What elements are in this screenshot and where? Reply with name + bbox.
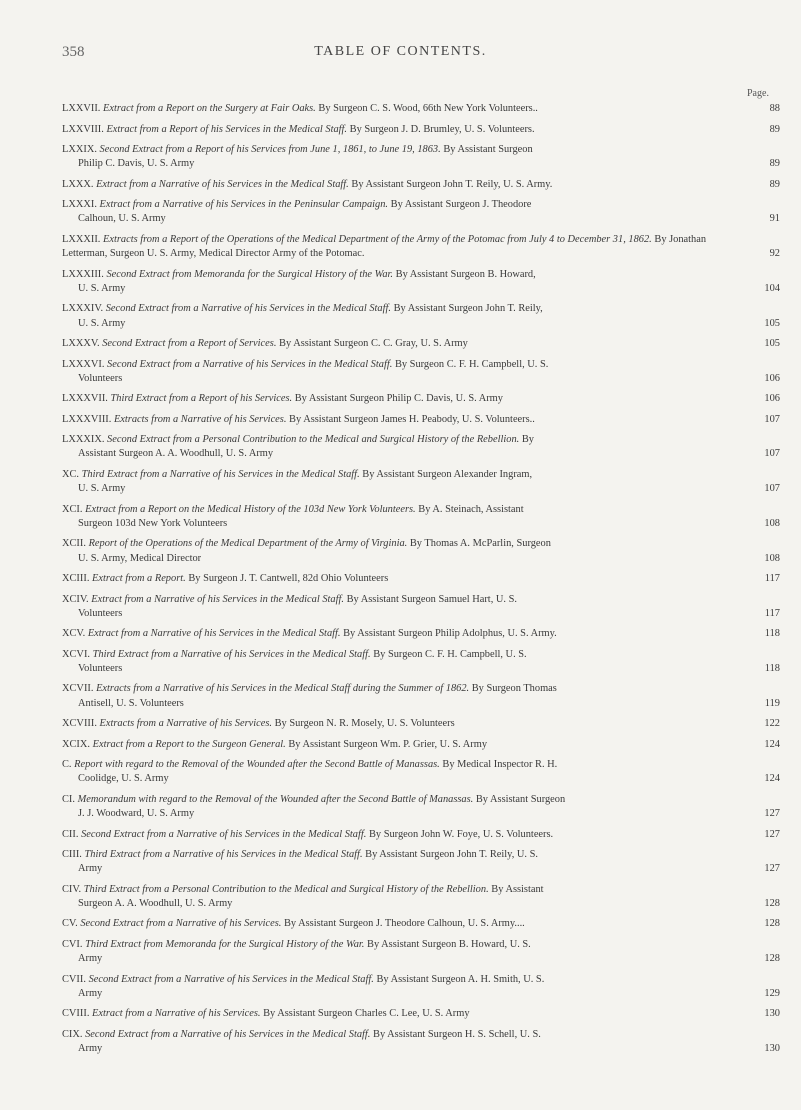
entry-continuation: Volunteers xyxy=(78,662,123,674)
entry-author: By Assistant Surgeon John T. Reily, xyxy=(393,303,543,315)
entry-title: Extracts from a Report of the Operations of the Medical Department of the Army of the Potomac from July 4 to December 31, 1862. xyxy=(103,233,652,245)
entry-title: Third Extract from a Personal Contribution to the Medical and Surgical History of the Rebellion. xyxy=(83,883,489,895)
entry-page: 107 xyxy=(764,413,780,425)
entry-number: XCIV. xyxy=(62,593,89,605)
entry-title: Second Extract from a Narrative of his Services in the Medical Staff. xyxy=(85,1028,371,1040)
entry-title: Second Extract from a Narrative of his Services in the Medical Staff. xyxy=(105,303,392,315)
entry-author: By Assistant Surgeon J. Theodore Calhoun, U. S. Army.... xyxy=(283,918,525,930)
entry-page: 106 xyxy=(764,372,780,384)
entry-title: Memorandum with regard to the Removal of the Wounded after the Second Battle of Manassas. xyxy=(77,793,474,805)
toc-entry xyxy=(62,793,782,821)
entry-continuation: Assistant Surgeon A. A. Woodhull, U. S. Army xyxy=(78,448,274,460)
entry-author: By Medical Inspector R. H. xyxy=(442,759,558,771)
entry-number: XCIII. xyxy=(62,573,90,585)
entry-number: LXXXVIII. xyxy=(62,413,112,425)
entry-title: Extract from a Report on the Medical History of the 103d New York Volunteers. xyxy=(85,503,416,515)
toc-entry xyxy=(62,848,782,876)
entry-author: By Assistant Surgeon John T. Reily, U. S. xyxy=(365,849,538,861)
entry-author: By Assistant Surgeon J. Theodore xyxy=(390,199,532,211)
entry-number: XCVIII. xyxy=(62,718,97,730)
toc-entry xyxy=(62,268,782,296)
toc-entry xyxy=(62,648,782,676)
entry-author: By xyxy=(521,434,534,446)
toc-entry xyxy=(62,883,782,911)
toc-entry xyxy=(62,468,782,496)
entry-number: LXXXV. xyxy=(62,338,100,350)
entry-title: Report with regard to the Removal of the Wounded after the Second Battle of Manassas. xyxy=(74,759,440,771)
entry-author: By Assistant xyxy=(491,883,544,895)
entry-page: 117 xyxy=(764,573,780,585)
running-head: TABLE OF CONTENTS. xyxy=(314,44,487,59)
toc-entry xyxy=(62,123,782,137)
entry-author: By Assistant Surgeon Philip C. Davis, U. S. Army xyxy=(294,393,503,405)
entry-number: XCV. xyxy=(62,628,86,640)
entry-author: By Surgeon J. T. Cantwell, 82d Ohio Volunteers xyxy=(188,573,389,585)
entry-number: CII. xyxy=(62,828,79,840)
entry-number: XCIX. xyxy=(62,738,90,750)
entry-continuation: Army xyxy=(78,953,103,965)
entry-continuation: U. S. Army, Medical Director xyxy=(78,552,202,564)
entry-page: 118 xyxy=(764,628,780,640)
entry-page: 107 xyxy=(764,448,780,460)
entry-number: C. xyxy=(62,759,72,771)
toc-entry xyxy=(62,392,782,406)
toc-entry xyxy=(62,738,782,752)
entry-author: By Assistant Surgeon John T. Reily, U. S. Army. xyxy=(351,178,553,190)
entry-continuation: Surgeon A. A. Woodhull, U. S. Army xyxy=(78,897,233,909)
entry-number: LXXIX. xyxy=(62,144,97,155)
toc-entry xyxy=(62,717,782,731)
entry-page: 104 xyxy=(764,282,780,294)
entry-number: LXXXII. xyxy=(62,233,101,245)
entry-number: XCII. xyxy=(62,538,86,550)
entry-title: Report of the Operations of the Medical Department of the Army of Virginia. xyxy=(88,538,408,550)
entry-author: By Assistant Surgeon Samuel Hart, U. S. xyxy=(346,593,517,605)
entry-number: XC. xyxy=(62,468,80,480)
entry-title: Extract from a Report. xyxy=(92,573,186,585)
entry-title: Second Extract from a Report of Services. xyxy=(102,338,277,350)
entry-author: By Assistant Surgeon Charles C. Lee, U. S. Army xyxy=(263,1008,470,1020)
entry-continuation: Volunteers xyxy=(78,607,123,619)
toc-entry xyxy=(62,102,782,116)
entry-title: Third Extract from a Narrative of his Services in the Medical Staff. xyxy=(81,468,360,480)
entry-title: Extracts from a Narrative of his Services. xyxy=(99,718,273,730)
entry-number: LXXXIX. xyxy=(62,434,105,446)
entry-page: 117 xyxy=(764,607,780,619)
entry-number: XCVII. xyxy=(62,683,94,695)
entry-number: CIV. xyxy=(62,883,82,895)
toc-entry xyxy=(62,433,782,461)
table-of-contents xyxy=(62,102,782,1063)
entry-number: LXXX. xyxy=(62,178,94,190)
entry-continuation: Coolidge, U. S. Army xyxy=(78,773,169,785)
entry-page: 130 xyxy=(764,1043,780,1055)
entry-continuation: U. S. Army xyxy=(78,483,126,495)
entry-title: Third Extract from a Report of his Services. xyxy=(110,393,293,405)
entry-page: 92 xyxy=(769,248,780,260)
entry-page: 129 xyxy=(764,987,780,999)
entry-page: 106 xyxy=(764,393,780,405)
entry-title: Second Extract from a Report of his Services from June 1, 1861, to June 19, 1863. xyxy=(99,144,441,155)
toc-entry xyxy=(62,178,782,192)
entry-author: By Assistant Surgeon Philip Adolphus, U. S. Army. xyxy=(343,628,557,640)
entry-author: By Assistant Surgeon Alexander Ingram, xyxy=(362,468,533,480)
toc-entry xyxy=(62,572,782,586)
entry-number: CVII. xyxy=(62,973,86,985)
toc-entry xyxy=(62,503,782,531)
entry-title: Second Extract from a Personal Contribution to the Medical and Surgical History of the Rebellion. xyxy=(107,434,520,446)
toc-entry xyxy=(62,358,782,386)
toc-entry xyxy=(62,682,782,710)
entry-page: 124 xyxy=(764,738,780,750)
entry-page: 105 xyxy=(764,338,780,350)
entry-author: By Surgeon J. D. Brumley, U. S. Volunteers. xyxy=(349,123,535,135)
entry-number: LXXXVI. xyxy=(62,358,105,370)
entry-author: By Assistant Surgeon xyxy=(475,793,566,805)
entry-continuation: Army xyxy=(78,987,103,999)
toc-entry xyxy=(62,537,782,565)
entry-title: Third Extract from Memoranda for the Surgical History of the War. xyxy=(85,938,365,950)
entry-continuation: Army xyxy=(78,1043,103,1055)
entry-author: By Surgeon N. R. Mosely, U. S. Volunteers xyxy=(274,718,455,730)
entry-title: Extract from a Narrative of his Services in the Medical Staff. xyxy=(96,178,349,190)
entry-title: Extracts from a Narrative of his Services in the Medical Staff during the Summer of 1862. xyxy=(96,683,470,695)
entry-number: LXXVIII. xyxy=(62,123,104,135)
entry-continuation: Volunteers xyxy=(78,372,123,384)
entry-page: 128 xyxy=(764,918,780,930)
entry-title: Extract from a Narrative of his Services. xyxy=(92,1008,261,1020)
toc-entry xyxy=(62,917,782,931)
entry-author: By Assistant Surgeon H. S. Schell, U. S. xyxy=(373,1028,541,1040)
entry-title: Extract from a Narrative of his Services in the Medical Staff. xyxy=(91,593,344,605)
entry-number: CVI. xyxy=(62,938,83,950)
entry-number: LXXXIII. xyxy=(62,268,104,280)
entry-title: Extract from a Report on the Surgery at Fair Oaks. xyxy=(103,103,316,114)
entry-continuation: U. S. Army xyxy=(78,317,126,329)
entry-author: By Surgeon C. F. H. Campbell, U. S. xyxy=(394,358,549,370)
entry-author: By Thomas A. McParlin, Surgeon xyxy=(409,538,551,550)
entry-author: By Assistant Surgeon B. Howard, xyxy=(395,268,536,280)
entry-author: By Assistant Surgeon B. Howard, U. S. xyxy=(367,938,531,950)
entry-title: Extract from a Narrative of his Services in the Medical Staff. xyxy=(87,628,341,640)
entry-title: Third Extract from a Narrative of his Services in the Medical Staff. xyxy=(92,648,371,660)
entry-page: 122 xyxy=(764,718,780,730)
entry-author: By Assistant Surgeon Wm. P. Grier, U. S. Army xyxy=(288,738,488,750)
page-column-label: Page. xyxy=(747,88,769,99)
entry-author: By Surgeon C. S. Wood, 66th New York Volunteers.. xyxy=(318,103,538,114)
entry-page: 128 xyxy=(764,953,780,965)
toc-entry xyxy=(62,233,782,261)
entry-number: CI. xyxy=(62,793,75,805)
entry-number: CIX. xyxy=(62,1028,83,1040)
entry-continuation: Calhoun, U. S. Army xyxy=(78,213,166,225)
entry-page: 107 xyxy=(764,483,780,495)
toc-entry xyxy=(62,758,782,786)
entry-author: By Assistant Surgeon A. H. Smith, U. S. xyxy=(376,973,545,985)
entry-title: Second Extract from Memoranda for the Surgical History of the War. xyxy=(106,268,394,280)
entry-page: 89 xyxy=(769,178,780,190)
entry-page: 88 xyxy=(769,103,780,114)
entry-number: CIII. xyxy=(62,849,82,861)
toc-entry xyxy=(62,143,782,171)
toc-entry xyxy=(62,337,782,351)
entry-page: 89 xyxy=(769,158,780,170)
entry-number: LXXXIV. xyxy=(62,303,104,315)
toc-entry xyxy=(62,938,782,966)
entry-number: LXXVII. xyxy=(62,103,101,114)
entry-page: 119 xyxy=(764,697,780,709)
entry-author: By Jonathan Letterman, Surgeon U. S. Army, Medical Director Army of the Potomac. xyxy=(62,233,707,260)
entry-page: 108 xyxy=(764,517,780,529)
entry-page: 127 xyxy=(764,828,780,840)
toc-entry xyxy=(62,593,782,621)
entry-title: Second Extract from a Narrative of his Services in the Medical Staff. xyxy=(81,828,367,840)
entry-page: 124 xyxy=(764,773,780,785)
entry-number: LXXXVII. xyxy=(62,393,108,405)
entry-number: LXXXI. xyxy=(62,199,97,211)
entry-title: Extract from a Report of his Services in the Medical Staff. xyxy=(106,123,348,135)
entry-number: XCI. xyxy=(62,503,83,515)
entry-title: Second Extract from a Narrative of his Services. xyxy=(80,918,282,930)
entry-page: 91 xyxy=(769,213,780,225)
entry-title: Extracts from a Narrative of his Services. xyxy=(113,413,287,425)
entry-page: 108 xyxy=(764,552,780,564)
entry-title: Second Extract from a Narrative of his Services in the Medical Staff. xyxy=(107,358,393,370)
entry-number: XCVI. xyxy=(62,648,90,660)
entry-author: By Surgeon Thomas xyxy=(471,683,557,695)
entry-continuation: U. S. Army xyxy=(78,282,126,294)
entry-continuation: J. J. Woodward, U. S. Army xyxy=(78,808,195,820)
entry-page: 130 xyxy=(764,1008,780,1020)
page-number: 358 xyxy=(62,44,85,60)
entry-continuation: Army xyxy=(78,863,103,875)
entry-author: By Surgeon C. F. H. Campbell, U. S. xyxy=(373,648,527,660)
entry-continuation: Surgeon 103d New York Volunteers xyxy=(78,517,228,529)
entry-page: 89 xyxy=(769,123,780,135)
entry-author: By A. Steinach, Assistant xyxy=(418,503,524,515)
entry-continuation: Philip C. Davis, U. S. Army xyxy=(78,158,195,170)
entry-author: By Assistant Surgeon xyxy=(443,144,533,155)
entry-title: Second Extract from a Narrative of his Services in the Medical Staff. xyxy=(88,973,374,985)
entry-author: By Assistant Surgeon James H. Peabody, U. S. Volunteers.. xyxy=(289,413,535,425)
entry-page: 127 xyxy=(764,808,780,820)
toc-entry xyxy=(62,973,782,1001)
toc-entry xyxy=(62,828,782,842)
toc-entry xyxy=(62,198,782,226)
entry-page: 118 xyxy=(764,662,780,674)
entry-author: By Surgeon John W. Foye, U. S. Volunteers. xyxy=(368,828,554,840)
entry-title: Third Extract from a Narrative of his Services in the Medical Staff. xyxy=(84,849,363,861)
entry-page: 127 xyxy=(764,863,780,875)
toc-entry xyxy=(62,413,782,427)
entry-page: 105 xyxy=(764,317,780,329)
entry-page: 128 xyxy=(764,897,780,909)
entry-title: Extract from a Narrative of his Services in the Peninsular Campaign. xyxy=(99,199,389,211)
entry-number: CV. xyxy=(62,918,78,930)
entry-number: CVIII. xyxy=(62,1008,90,1020)
toc-entry xyxy=(62,1007,782,1021)
toc-entry xyxy=(62,302,782,330)
entry-continuation: Antisell, U. S. Volunteers xyxy=(78,697,184,709)
toc-entry xyxy=(62,1028,782,1056)
entry-title: Extract from a Report to the Surgeon General. xyxy=(92,738,286,750)
entry-author: By Assistant Surgeon C. C. Gray, U. S. Army xyxy=(279,338,468,350)
toc-entry xyxy=(62,627,782,641)
